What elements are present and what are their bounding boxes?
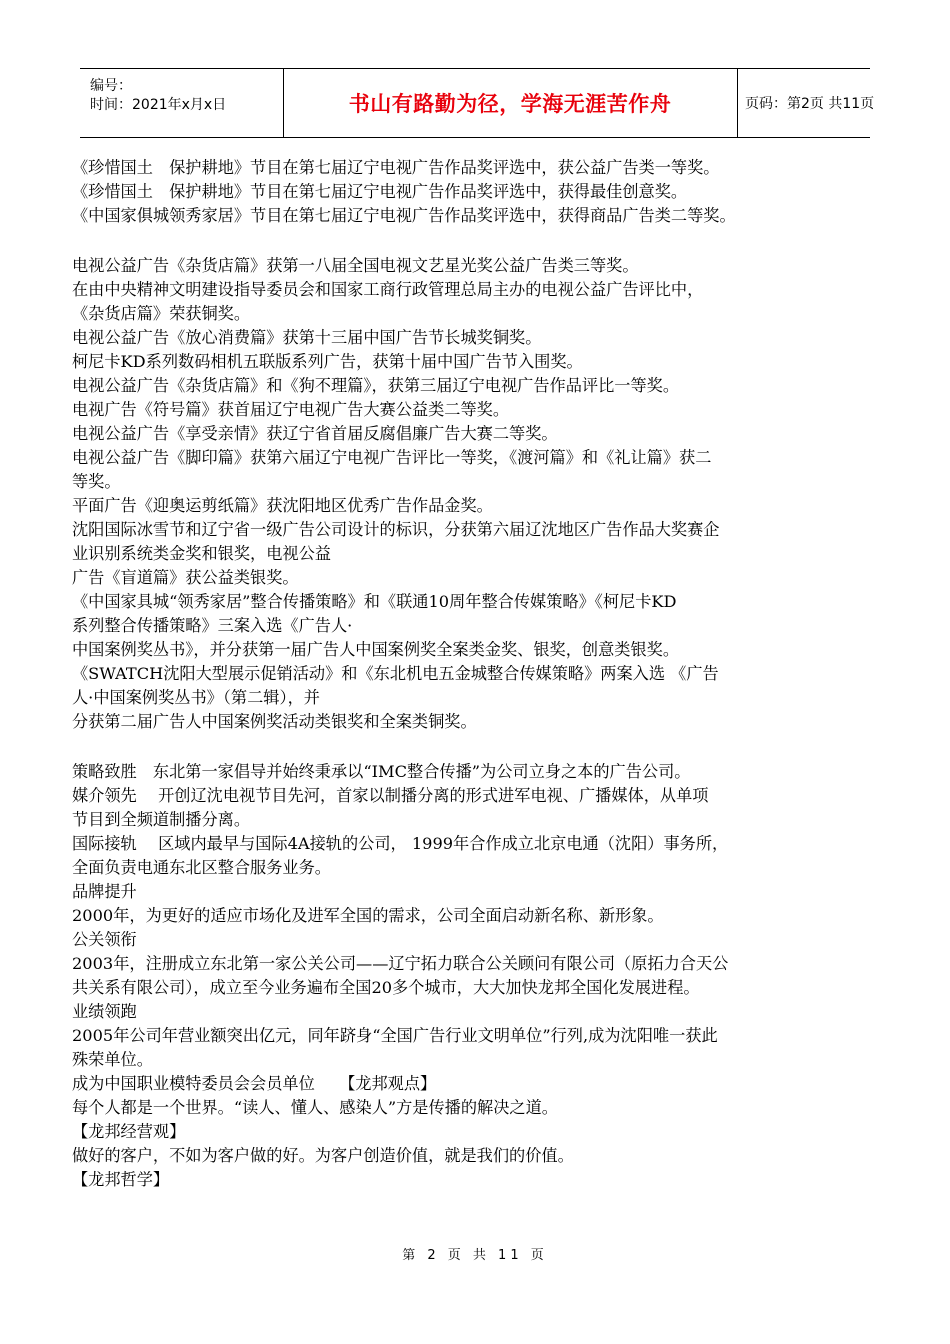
text-line: 【龙邦经营观】 xyxy=(72,1122,186,1141)
number-label: 编号： xyxy=(90,78,132,94)
header-motto-cell xyxy=(283,69,738,137)
document-body xyxy=(72,156,862,1192)
text-line: 沈阳国际冰雪节和辽宁省一级广告公司设计的标识，分获第六届辽沈地区广告作品大奖赛企 xyxy=(72,520,720,539)
text-line: 人·中国案例奖丛书》（第二辑），并 xyxy=(72,688,320,707)
page-header xyxy=(80,68,875,138)
text-line: 柯尼卡KD系列数码相机五联版系列广告，获第十届中国广告节入围奖。 xyxy=(72,352,583,371)
text-line: 殊荣单位。 xyxy=(72,1050,153,1069)
text-line: 《杂货店篇》荣获铜奖。 xyxy=(72,304,251,323)
text-line: 品牌提升 xyxy=(72,882,137,901)
text-line: 等奖。 xyxy=(72,472,121,491)
text-line: 《珍惜国土 保护耕地》节目在第七届辽宁电视广告作品奖评选中，获得最佳创意奖。 xyxy=(72,182,688,201)
text-line: 共关系有限公司），成立至今业务遍布全国20多个城市，大大加快龙邦全国化发展进程。 xyxy=(72,978,700,997)
text-line: 电视公益广告《杂货店篇》获第一八届全国电视文艺星光奖公益广告类三等奖。 xyxy=(72,256,639,275)
text-line: 媒介领先 开创辽沈电视节目先河，首家以制播分离的形式进军电视、广播媒体，从单项 xyxy=(72,786,709,805)
time-label: 时间：2021年x月x日 xyxy=(90,97,227,113)
text-line: 2000年，为更好的适应市场化及进军全国的需求，公司全面启动新名称、新形象。 xyxy=(72,906,664,925)
text-line: 策略致胜 东北第一家倡导并始终秉承以“IMC整合传播”为公司立身之本的广告公司。 xyxy=(72,762,691,781)
page-footer: 第 2 页 共 11 页 xyxy=(402,1248,548,1263)
text-line: 广告《盲道篇》获公益类银奖。 xyxy=(72,568,299,587)
text-line: 《中国家具城“领秀家居”整合传播策略》和《联通10周年整合传媒策略》《柯尼卡KD xyxy=(72,592,677,611)
text-line: 业识别系统类金奖和银奖，电视公益 xyxy=(72,544,331,563)
text-line: 2003年，注册成立东北第一家公关公司——辽宁拓力联合公关顾问有限公司（原拓力合天公 xyxy=(72,954,729,973)
text-line: 系列整合传播策略》三案入选《广告人· xyxy=(72,616,353,635)
text-line: 分获第二届广告人中国案例奖活动类银奖和全案类铜奖。 xyxy=(72,712,477,731)
text-line: 每个人都是一个世界。“读人、懂人、感染人”方是传播的解决之道。 xyxy=(72,1098,558,1117)
text-line: 电视广告《符号篇》获首届辽宁电视广告大赛公益类二等奖。 xyxy=(72,400,510,419)
text-line: 节目到全频道制播分离。 xyxy=(72,810,251,829)
text-line: 《SWATCH沈阳大型展示促销活动》和《东北机电五金城整合传媒策略》两案入选 《广告 xyxy=(72,664,719,683)
text-line: 全面负责电通东北区整合服务业务。 xyxy=(72,858,331,877)
text-line: 【龙邦哲学】 xyxy=(72,1170,170,1189)
text-line: 做好的客户，不如为客户做的好。为客户创造价值，就是我们的价值。 xyxy=(72,1146,574,1165)
paragraph-gap xyxy=(72,228,862,254)
motto-text: 书山有路勤为径，学海无涯苦作舟 xyxy=(348,92,672,116)
text-line: 业绩领跑 xyxy=(72,1002,137,1021)
header-page-cell xyxy=(737,69,875,137)
text-line: 成为中国职业模特委员会会员单位 【龙邦观点】 xyxy=(72,1074,437,1093)
text-line: 在由中央精神文明建设指导委员会和国家工商行政管理总局主办的电视公益广告评比中， xyxy=(72,280,704,299)
text-line: 《中国家俱城领秀家居》节目在第七届辽宁电视广告作品奖评选中，获得商品广告类二等奖。 xyxy=(72,206,736,225)
text-line: 公关领衔 xyxy=(72,930,137,949)
text-line: 电视公益广告《放心消费篇》获第十三届中国广告节长城奖铜奖。 xyxy=(72,328,542,347)
paragraph-gap xyxy=(72,734,862,760)
header-meta-cell xyxy=(80,69,284,137)
text-line: 《珍惜国土 保护耕地》节目在第七届辽宁电视广告作品奖评选中，获公益广告类一等奖。 xyxy=(72,158,720,177)
page-info: 页码：第2页 共11页 xyxy=(745,96,875,112)
text-line: 电视公益广告《杂货店篇》和《狗不理篇》，获第三届辽宁电视广告作品评比一等奖。 xyxy=(72,376,680,395)
text-line: 电视公益广告《享受亲情》获辽宁省首届反腐倡廉广告大赛二等奖。 xyxy=(72,424,558,443)
text-line: 平面广告《迎奥运剪纸篇》获沈阳地区优秀广告作品金奖。 xyxy=(72,496,493,515)
text-line: 国际接轨 区域内最早与国际4A接轨的公司， 1999年合作成立北京电通（沈阳）事务所， xyxy=(72,834,729,853)
text-line: 中国案例奖丛书》，并分获第一届广告人中国案例奖全案类金奖、银奖，创意类银奖。 xyxy=(72,640,680,659)
text-line: 2005年公司年营业额突出亿元，同年跻身“全国广告行业文明单位”行列,成为沈阳唯一获此 xyxy=(72,1026,718,1045)
text-line: 电视公益广告《脚印篇》获第六届辽宁电视广告评比一等奖，《渡河篇》和《礼让篇》获二 xyxy=(72,448,712,467)
